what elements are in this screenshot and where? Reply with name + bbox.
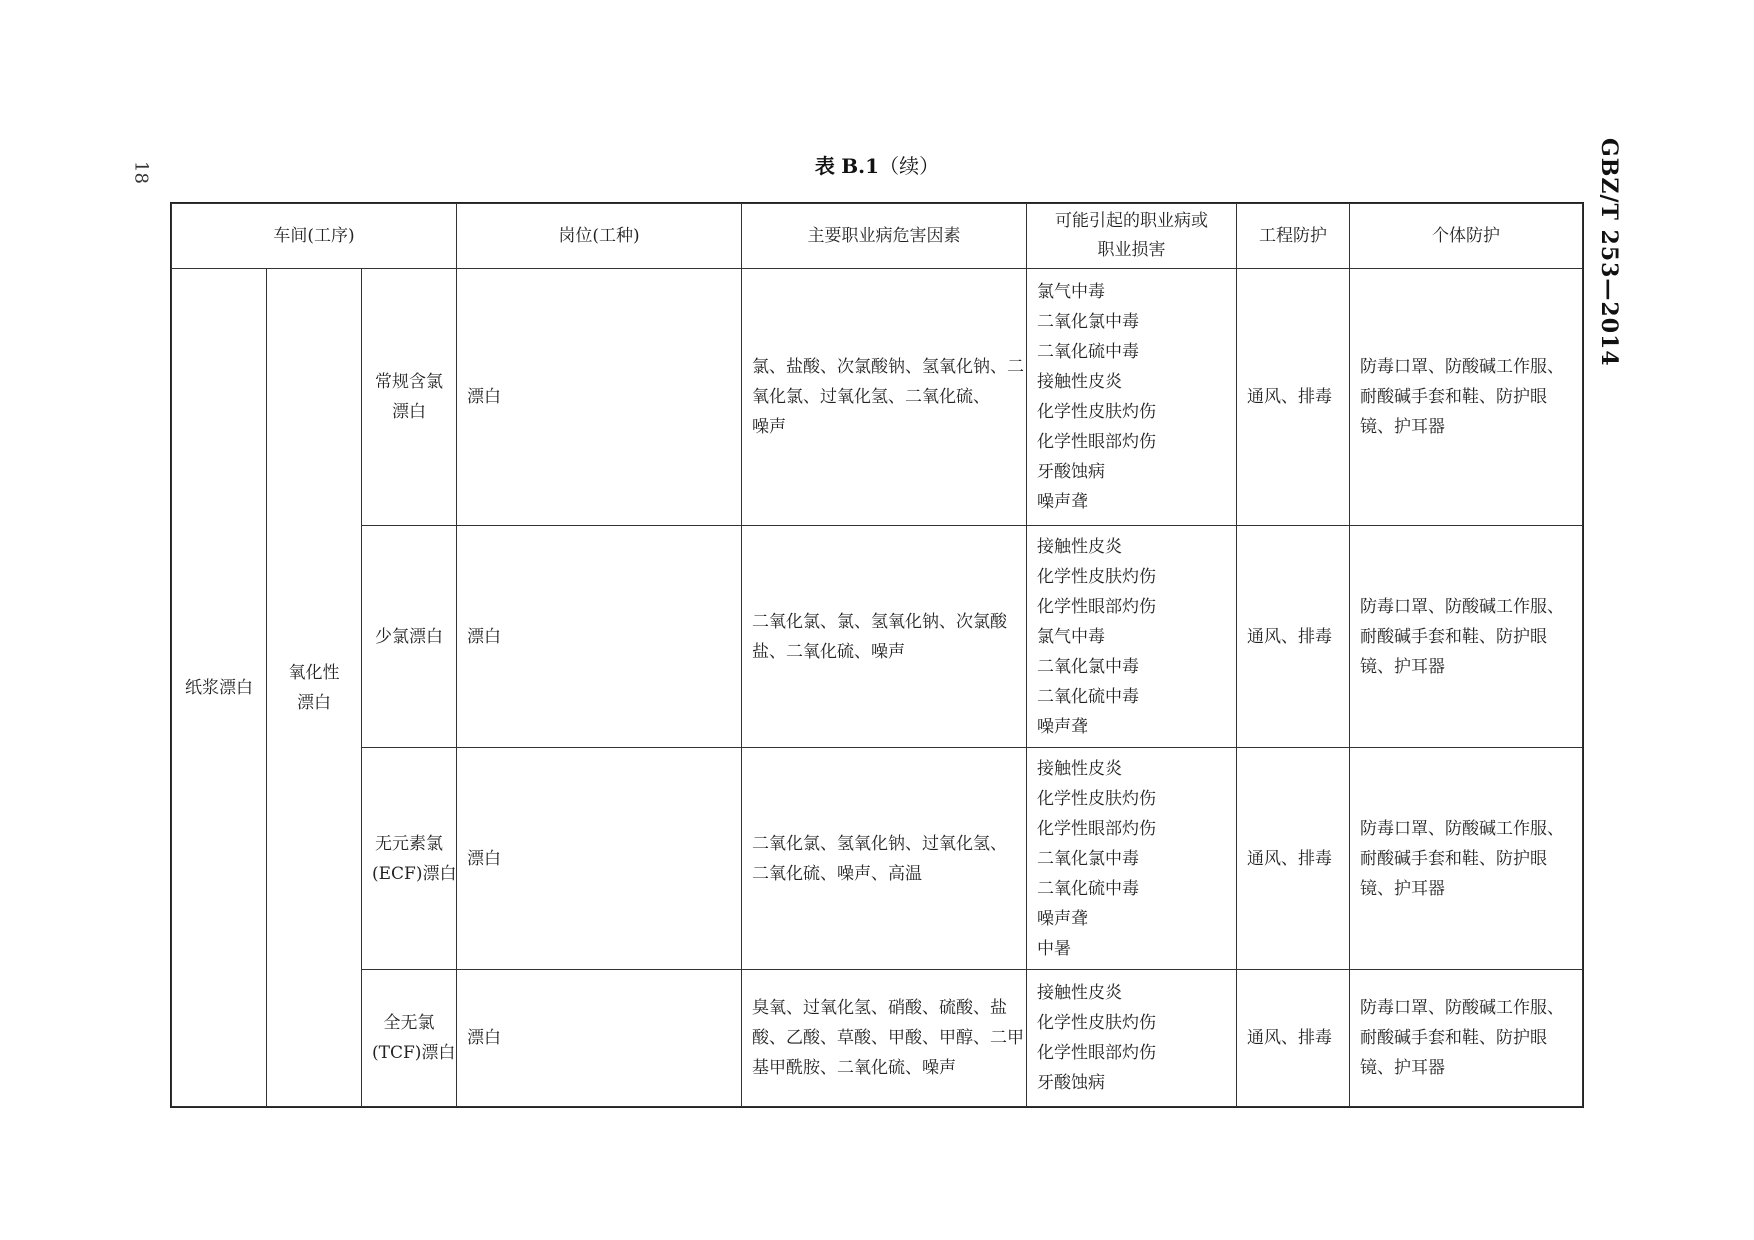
group-level2-cell: [267, 269, 362, 1107]
disease-item: 牙酸蚀病: [1037, 462, 1106, 482]
disease-item: 氯气中毒: [1037, 282, 1106, 302]
table-row: [172, 748, 1583, 970]
personal-line: 镜、护耳器: [1360, 1058, 1446, 1078]
header-row: [172, 204, 1583, 269]
personal-line: 镜、护耳器: [1360, 656, 1446, 677]
hazards-line: 二氧化氯、氢氧化钠、过氧化氢、: [752, 833, 1008, 854]
hazards-cell: [742, 526, 1027, 748]
process-line: 全无氯: [383, 1013, 435, 1033]
disease-item: 中暑: [1037, 938, 1072, 959]
table-row: [172, 526, 1583, 748]
post-cell: 漂白: [457, 970, 742, 1107]
disease-item: 二氧化硫中毒: [1037, 686, 1140, 707]
hazards-line: 臭氧、过氧化氢、硝酸、硫酸、盐: [752, 998, 1008, 1018]
header-engineering: 工程防护: [1237, 204, 1350, 269]
post-cell: 漂白: [457, 748, 742, 970]
diseases-cell: [1027, 269, 1237, 526]
disease-item: 化学性眼部灼伤: [1037, 596, 1157, 617]
process-cell: [362, 269, 457, 526]
disease-item: 化学性皮肤灼伤: [1037, 788, 1157, 809]
standard-code: GBZ/T 253—2014: [1596, 138, 1622, 367]
disease-item: 氯气中毒: [1037, 626, 1106, 647]
header-post: 岗位(工种): [457, 204, 742, 269]
process-line: (TCF)漂白: [372, 1043, 456, 1063]
hazard-table: [171, 203, 1583, 1107]
disease-item: 接触性皮炎: [1037, 758, 1123, 779]
process-line: 无元素氯: [375, 833, 444, 854]
process-line: (ECF)漂白: [372, 863, 457, 884]
personal-line: 耐酸碱手套和鞋、防护眼: [1360, 626, 1548, 647]
personal-line: 镜、护耳器: [1360, 878, 1446, 899]
hazards-line: 氯、盐酸、次氯酸钠、氢氧化钠、二: [752, 357, 1025, 377]
table-title-label: 表: [814, 154, 835, 178]
diseases-cell: [1027, 970, 1237, 1107]
disease-item: 接触性皮炎: [1037, 536, 1123, 557]
disease-item: 噪声聋: [1037, 716, 1089, 737]
engineering-cell: 通风、排毒: [1237, 269, 1350, 526]
group-level2-line: 漂白: [297, 692, 331, 713]
disease-item: 二氧化氯中毒: [1037, 656, 1140, 677]
group-level2-line: 氧化性: [288, 662, 340, 683]
hazards-line: 噪声: [752, 417, 787, 437]
personal-line: 防毒口罩、防酸碱工作服、: [1360, 357, 1565, 377]
personal-line: 防毒口罩、防酸碱工作服、: [1360, 818, 1565, 839]
disease-item: 化学性皮肤灼伤: [1037, 566, 1157, 587]
hazards-cell: [742, 748, 1027, 970]
process-line: 常规含氯: [375, 372, 444, 392]
hazards-line: 氧化氯、过氧化氢、二氧化硫、: [752, 387, 991, 407]
personal-line: 防毒口罩、防酸碱工作服、: [1360, 596, 1565, 617]
disease-item: 噪声聋: [1037, 492, 1089, 512]
personal-line: 耐酸碱手套和鞋、防护眼: [1360, 848, 1548, 869]
disease-item: 二氧化氯中毒: [1037, 312, 1140, 332]
header-workshop: 车间(工序): [172, 204, 457, 269]
personal-cell: [1350, 748, 1583, 970]
disease-item: 化学性皮肤灼伤: [1037, 402, 1157, 422]
page-number: 18: [130, 161, 152, 184]
table-title: [0, 150, 1754, 179]
hazards-line: 基甲酰胺、二氧化硫、噪声: [752, 1058, 957, 1078]
hazards-cell: [742, 970, 1027, 1107]
diseases-cell: [1027, 526, 1237, 748]
disease-item: 化学性皮肤灼伤: [1037, 1013, 1157, 1033]
disease-item: 二氧化硫中毒: [1037, 878, 1140, 899]
disease-item: 噪声聋: [1037, 908, 1089, 929]
process-line: 少氯漂白: [375, 626, 444, 647]
personal-line: 耐酸碱手套和鞋、防护眼: [1360, 387, 1548, 407]
process-cell: [362, 748, 457, 970]
disease-item: 接触性皮炎: [1037, 372, 1123, 392]
header-diseases-line: 职业损害: [1097, 240, 1166, 260]
engineering-cell: 通风、排毒: [1237, 970, 1350, 1107]
hazards-line: 二氧化氯、氯、氢氧化钠、次氯酸: [752, 611, 1008, 632]
process-line: 漂白: [392, 402, 427, 422]
table-row: [172, 970, 1583, 1107]
disease-item: 二氧化硫中毒: [1037, 342, 1140, 362]
header-diseases: [1027, 204, 1237, 269]
process-cell: [362, 526, 457, 748]
personal-line: 防毒口罩、防酸碱工作服、: [1360, 998, 1565, 1018]
personal-line: 镜、护耳器: [1360, 417, 1446, 437]
engineering-cell: 通风、排毒: [1237, 526, 1350, 748]
engineering-cell: 通风、排毒: [1237, 748, 1350, 970]
personal-cell: [1350, 526, 1583, 748]
disease-item: 化学性眼部灼伤: [1037, 1043, 1157, 1063]
personal-cell: [1350, 970, 1583, 1107]
personal-cell: [1350, 269, 1583, 526]
table-title-number: B.1: [841, 154, 880, 178]
post-cell: 漂白: [457, 526, 742, 748]
disease-item: 化学性眼部灼伤: [1037, 432, 1157, 452]
hazards-cell: [742, 269, 1027, 526]
table-title-suffix: （续）: [879, 154, 940, 178]
disease-item: 化学性眼部灼伤: [1037, 818, 1157, 839]
disease-item: 接触性皮炎: [1037, 983, 1123, 1003]
header-diseases-line: 可能引起的职业病或: [1055, 211, 1209, 231]
hazards-line: 二氧化硫、噪声、高温: [752, 863, 923, 884]
group-level1-cell: 纸浆漂白: [172, 269, 267, 1107]
header-hazards: 主要职业病危害因素: [742, 204, 1027, 269]
disease-item: 二氧化氯中毒: [1037, 848, 1140, 869]
hazards-line: 酸、乙酸、草酸、甲酸、甲醇、二甲: [752, 1028, 1025, 1048]
personal-line: 耐酸碱手套和鞋、防护眼: [1360, 1028, 1548, 1048]
diseases-cell: [1027, 748, 1237, 970]
header-personal: 个体防护: [1350, 204, 1583, 269]
disease-item: 牙酸蚀病: [1037, 1073, 1106, 1093]
table-row: [172, 269, 1583, 526]
process-cell: [362, 970, 457, 1107]
hazards-line: 盐、二氧化硫、噪声: [752, 641, 906, 662]
post-cell: 漂白: [457, 269, 742, 526]
